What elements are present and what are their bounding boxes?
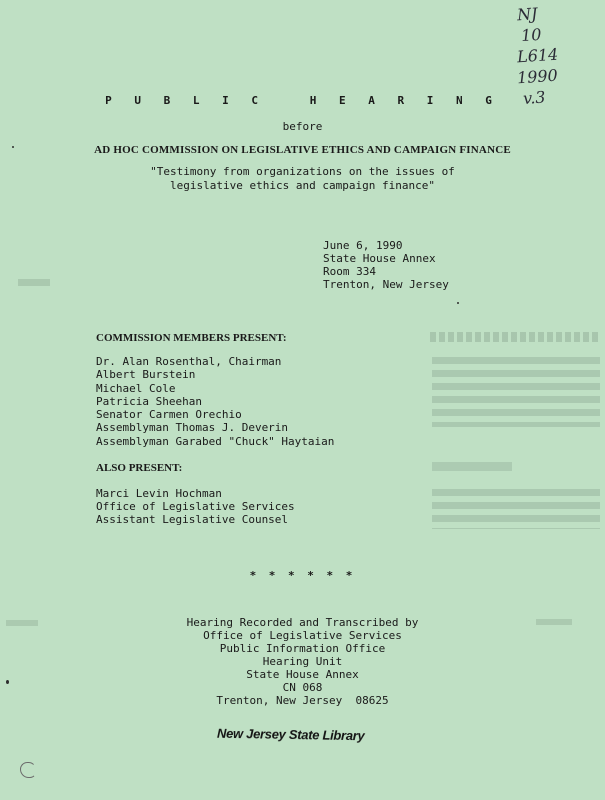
member-name: Patricia Sheehan: [96, 394, 202, 408]
credit-line: CN 068: [282, 681, 323, 694]
credit-line: Office of Legislative Services: [203, 629, 402, 642]
member-name: Albert Burstein: [96, 368, 196, 382]
paper-speck: [6, 680, 9, 684]
credit-line: Public Information Office: [219, 642, 386, 655]
hearing-city: Trenton, New Jersey: [323, 278, 449, 291]
bleed-through-block: [6, 620, 38, 626]
topic-line-2: legislative ethics and campaign finance": [170, 179, 435, 192]
bleed-through-block: [536, 619, 572, 625]
commission-name: AD HOC COMMISSION ON LEGISLATIVE ETHICS AND CAMPAIGN FINANCE: [94, 144, 511, 156]
also-present-line: Marci Levin Hochman: [96, 487, 222, 500]
paper-speck: [457, 302, 459, 304]
paper-speck: [12, 146, 14, 148]
members-list: [96, 355, 334, 448]
member-name: Dr. Alan Rosenthal, Chairman: [96, 355, 282, 368]
hearing-building: State House Annex: [323, 252, 436, 265]
bleed-through-block: [432, 489, 600, 529]
also-present-line: Office of Legislative Services: [96, 500, 295, 513]
credit-line: Hearing Recorded and Transcribed by: [186, 616, 419, 629]
transcription-credit: [0, 616, 605, 707]
handwritten-call-number: [517, 2, 587, 107]
hearing-date: June 6, 1990: [323, 239, 403, 252]
also-present-list: [96, 487, 295, 526]
library-stamp-text: New Jersey State Library: [216, 725, 365, 744]
call-number-line: 10: [520, 24, 543, 46]
member-name: Assemblyman Thomas J. Deverin: [96, 421, 289, 435]
call-number-line: NJ: [516, 4, 539, 25]
credit-line: Hearing Unit: [262, 655, 343, 668]
also-present-line: Assistant Legislative Counsel: [96, 513, 289, 526]
hearing-room: Room 334: [323, 265, 376, 278]
section-divider: * * * * * *: [249, 569, 356, 582]
before-label: before: [282, 120, 323, 133]
members-heading: COMMISSION MEMBERS PRESENT:: [96, 332, 287, 344]
bleed-through-block: [432, 357, 600, 427]
call-number-line: L614: [516, 44, 559, 67]
topic-line-1: "Testimony from organizations on the issues of: [150, 165, 455, 178]
bleed-through-block: [430, 332, 600, 342]
also-present-heading: ALSO PRESENT:: [96, 462, 183, 474]
member-name: Senator Carmen Orechio: [96, 408, 242, 422]
bleed-through-block: [432, 462, 512, 471]
bleed-through-block: [18, 279, 50, 286]
pencil-mark: [20, 762, 36, 778]
hearing-details: [323, 239, 449, 291]
call-number-line: v.3: [522, 87, 547, 108]
document-title: P U B L I C H E A R I N G: [105, 94, 500, 107]
member-name: Assemblyman Garabed "Chuck" Haytaian: [96, 434, 335, 448]
library-stamp: [0, 727, 605, 742]
hearing-topic: [0, 165, 605, 193]
call-number-line: 1990: [516, 65, 559, 88]
credit-line: State House Annex: [246, 668, 359, 681]
member-name: Michael Cole: [96, 381, 176, 395]
credit-line: Trenton, New Jersey 08625: [216, 694, 389, 707]
